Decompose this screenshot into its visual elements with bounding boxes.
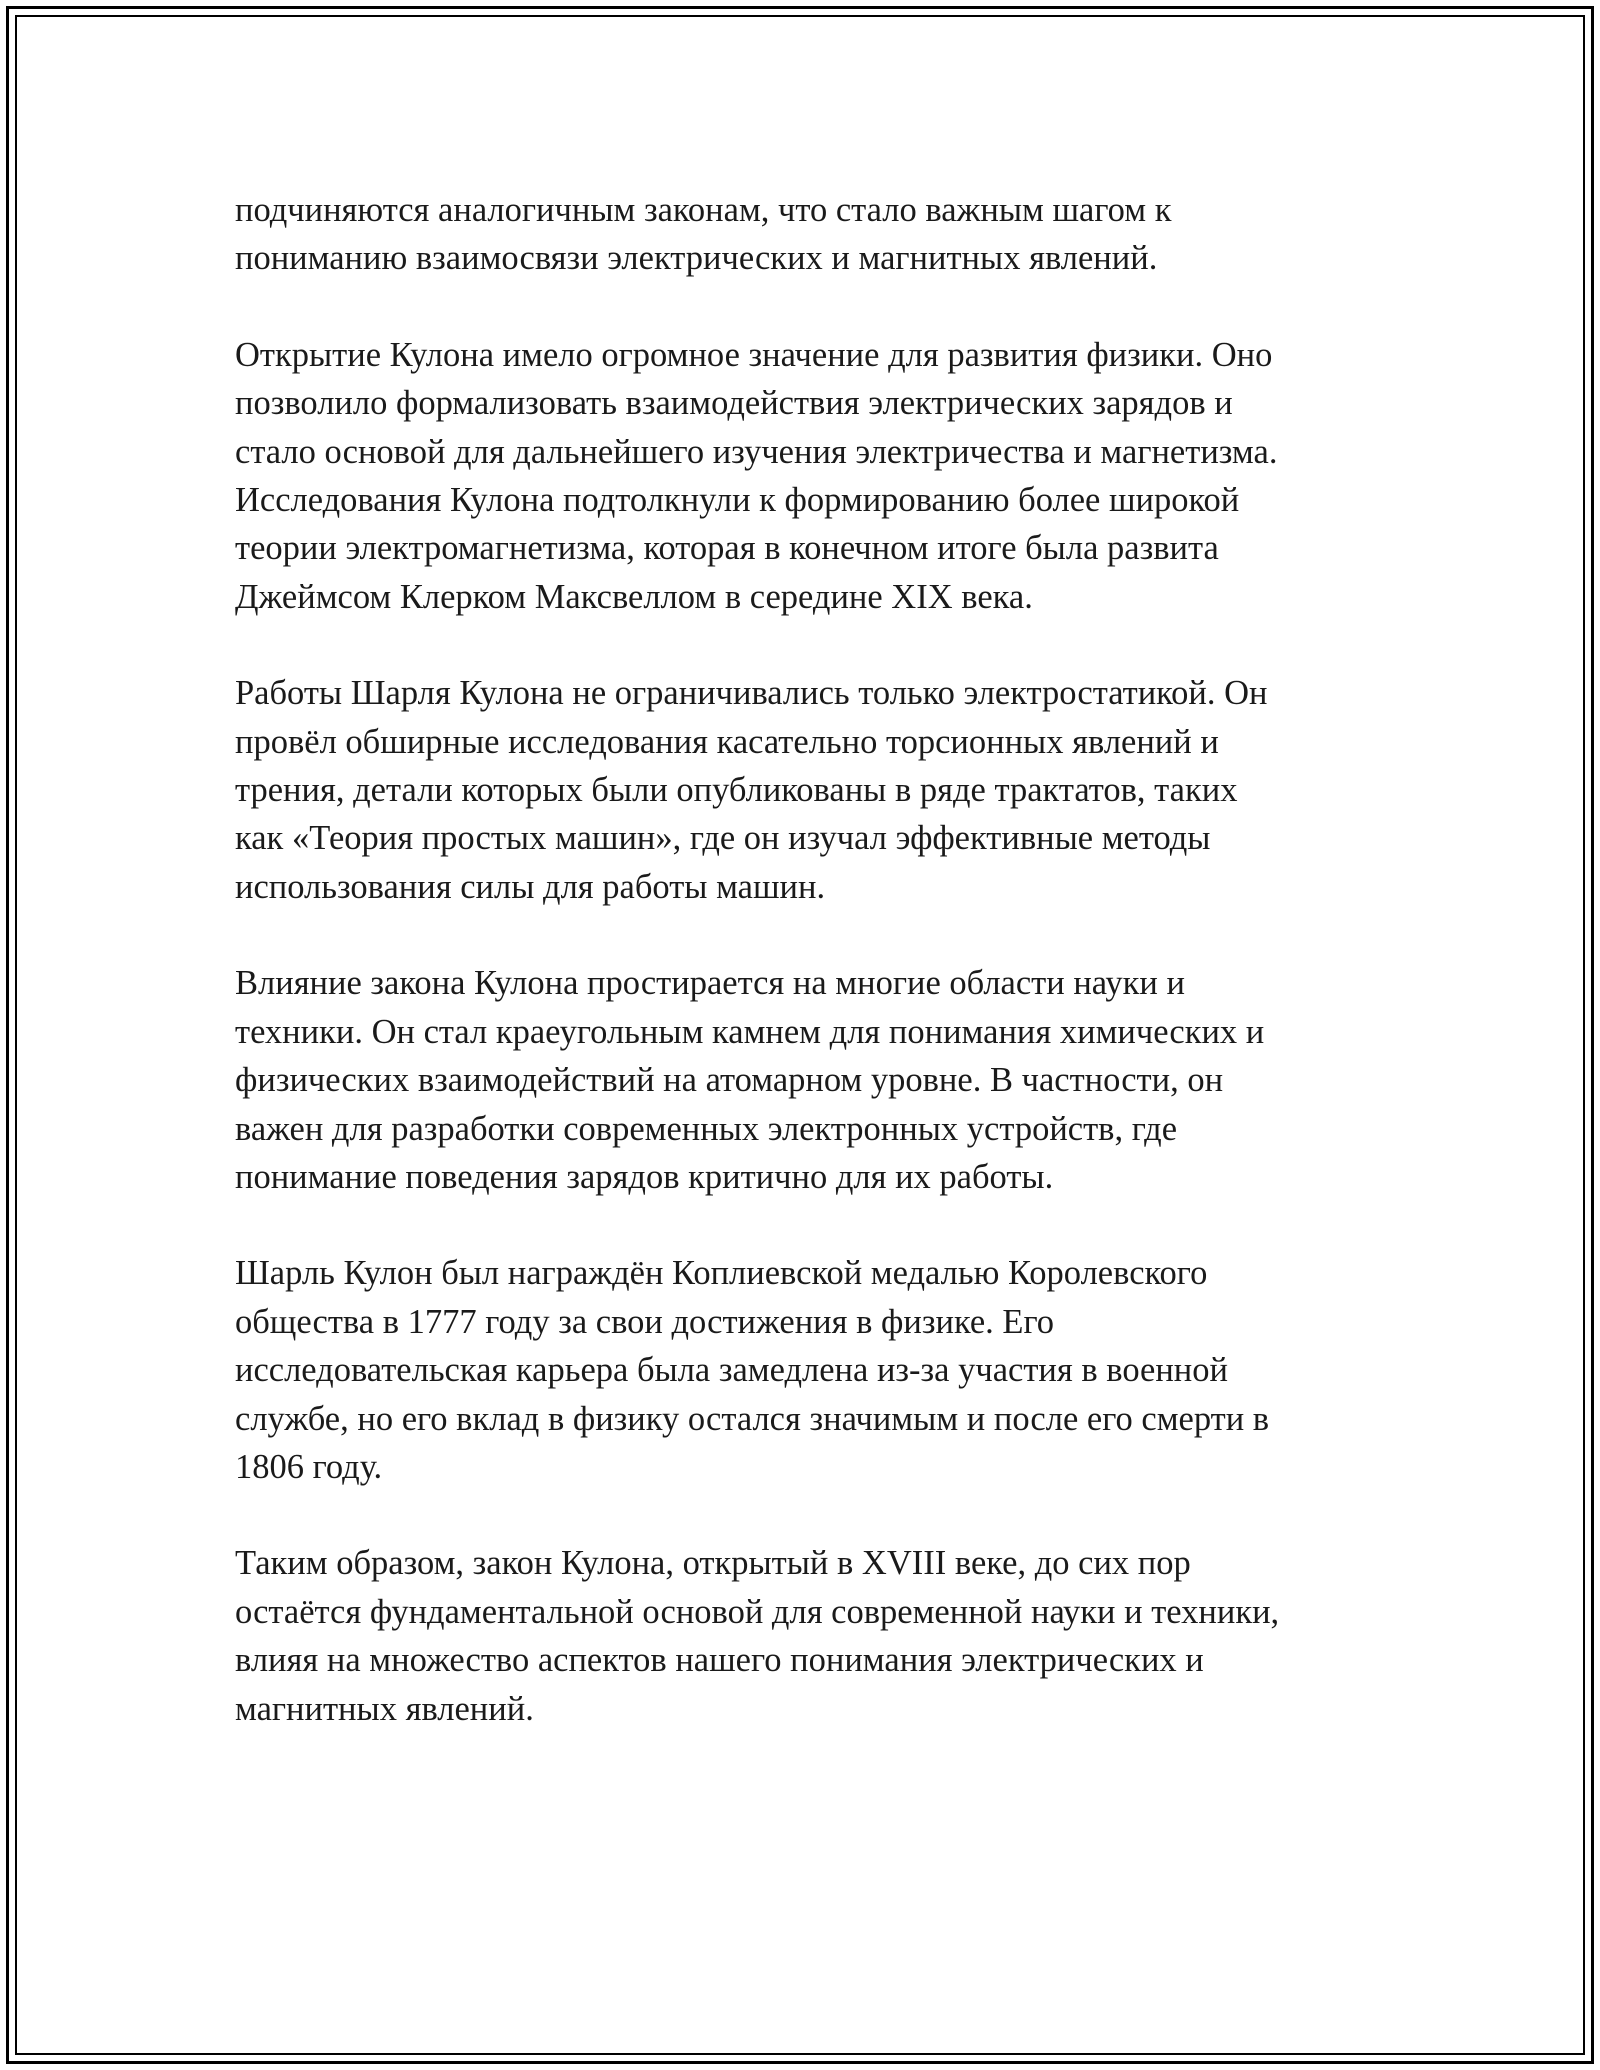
- document-body: [235, 186, 1365, 1781]
- paragraph-influence: Влияние закона Кулона простирается на многие области науки и техники. Он стал краеугольным камнем для понимания химических и физических взаимодействий на атомарном уровне. В частности, он важен для разработки современных электронных устройств, где понимание поведения зарядов критично для их работы.: [235, 964, 1265, 1196]
- paragraph-other-works: Работы Шарля Кулона не ограничивались только электростатикой. Он провёл обширные исследования касательно торсионных явлений и трения, детали которых были опубликованы в ряде трактатов, таких как «Теория простых машин», где он изучал эффективные методы использования силы для работы машин.: [235, 674, 1268, 906]
- paragraph-award: Шарль Кулон был награждён Коплиевской медалью Королевского общества в 1777 году за свои достижения в физике. Его исследовательская карьера была замедлена из-за участия в военной службе, но его вклад в физику остался значимым и после его смерти в 1806 году.: [235, 1254, 1270, 1486]
- paragraph-conclusion: Таким образом, закон Кулона, открытый в XVIII веке, до сих пор остаётся фундаментальной основой для современной науки и техники, влияя на множество аспектов нашего понимания электрических и магнитных явлений.: [235, 1544, 1280, 1728]
- paragraph-discovery-significance: Открытие Кулона имело огромное значение для развития физики. Оно позволило формализовать взаимодействия электрических зарядов и стало основой для дальнейшего изучения электричества и магнетизма. Исследования Кулона подтолкнули к формированию более широкой теории электромагнетизма, которая в конечном итоге была развита Джеймсом Клерком Максвеллом в середине XIX века.: [235, 335, 1278, 616]
- paragraph-continuation: подчиняются аналогичным законам, что стало важным шагом к пониманию взаимосвязи электрических и магнитных явлений.: [235, 191, 1172, 278]
